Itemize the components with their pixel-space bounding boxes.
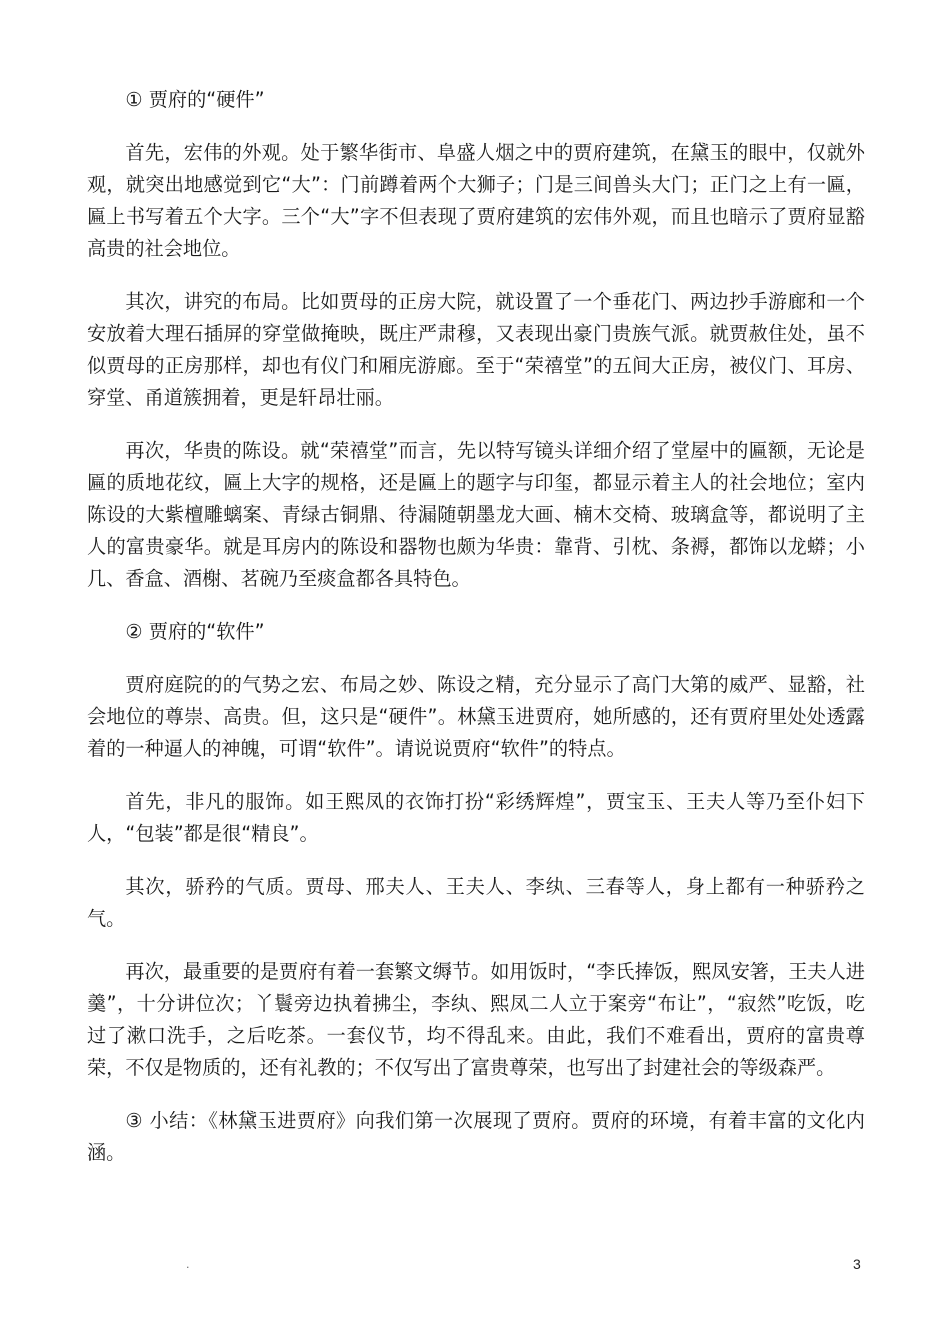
section-heading-software: ② 贾府的“软件” <box>125 620 265 643</box>
footer-dot: . <box>186 1258 190 1271</box>
document-body <box>87 84 865 1190</box>
paragraph-layout: 其次，讲究的布局。比如贾母的正房大院，就设置了一个垂花门、两边抄手游廊和一个安放着大理石插屏的穿堂做掩映，既庄严肃穆，又表现出豪门贵族气派。就贾赦住处，虽不似贾母的正房那样，却也有仪门和厢庑游廊。至于“荣禧堂”的五间大正房，被仪门、耳房、穿堂、甬道簇拥着，更是轩昂壮丽。 <box>87 290 865 409</box>
paragraph-furnishings: 再次，华贵的陈设。就“荣禧堂”而言，先以特写镜头详细介绍了堂屋中的匾额，无论是匾的质地花纹，匾上大字的规格，还是匾上的题字与印玺，都显示着主人的社会地位；室内陈设的大紫檀雕螭案、青绿古铜鼎、待漏随朝墨龙大画、楠木交椅、玻璃盒等，都说明了主人的富贵豪华。就是耳房内的陈设和器物也颇为华贵：靠背、引枕、条褥，都饰以龙蟒；小几、香盒、酒榭、茗碗乃至痰盒都各具特色。 <box>87 439 865 590</box>
section-heading-hardware: ① 贾府的“硬件” <box>125 88 265 111</box>
page-number: 3 <box>853 1256 861 1272</box>
paragraph-summary: ③ 小结：《林黛玉进贾府》向我们第一次展现了贾府。贾府的环境，有着丰富的文化内涵。 <box>87 1109 865 1164</box>
paragraph-clothing: 首先，非凡的服饰。如王熙凤的衣饰打扮“彩绣辉煌”，贾宝玉、王夫人等乃至仆妇下人，“包装”都是很“精良”。 <box>87 790 865 845</box>
paragraph-exterior: 首先，宏伟的外观。处于繁华街市、阜盛人烟之中的贾府建筑，在黛玉的眼中，仅就外观，就突出地感觉到它“大”：门前蹲着两个大狮子；门是三间兽头大门；正门之上有一匾，匾上书写着五个大字。三个“大”字不但表现了贾府建筑的宏伟外观，而且也暗示了贾府显豁高贵的社会地位。 <box>87 141 865 260</box>
paragraph-etiquette: 再次，最重要的是贾府有着一套繁文缛节。如用饭时，“李氏捧饭，熙凤安箸，王夫人进羹”，十分讲位次；丫鬟旁边执着拂尘，李纨、熙凤二人立于案旁“布让”，“寂然”吃饭，吃过了漱口洗手，之后吃茶。一套仪节，均不得乱来。由此，我们不难看出，贾府的富贵尊荣，不仅是物质的，还有礼教的；不仅写出了富贵尊荣，也写出了封建社会的等级森严。 <box>87 960 865 1079</box>
paragraph-temperament: 其次，骄矜的气质。贾母、邢夫人、王夫人、李纨、三春等人，身上都有一种骄矜之气。 <box>87 875 865 930</box>
paragraph-software-intro: 贾府庭院的的气势之宏、布局之妙、陈设之精，充分显示了高门大第的威严、显豁，社会地位的尊崇、高贵。但，这只是“硬件”。林黛玉进贾府，她所感的，还有贾府里处处透露着的一种逼人的神魄，可谓“软件”。请说说贾府“软件”的特点。 <box>87 673 865 760</box>
